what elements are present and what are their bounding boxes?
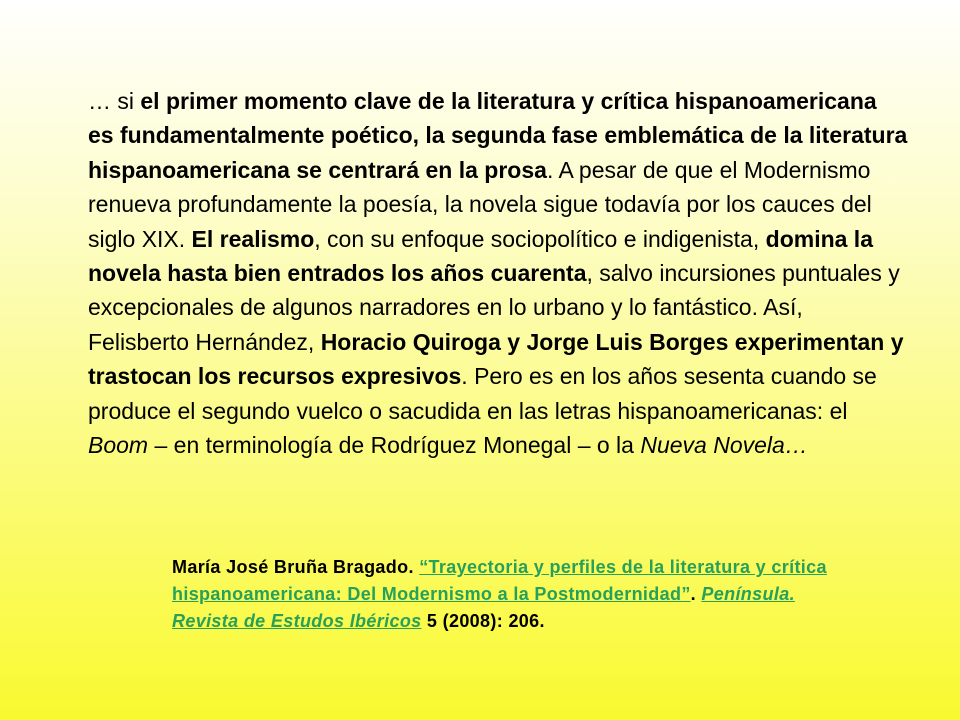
article-title-link[interactable]: “Trayectoria y perfiles de la literatura y crítica hispanoamericana: Del Modernismo a la Postmodernidad” [172,557,827,604]
quote-emphasis: el primer momento clave de la literatura y crítica hispanoamericana es fundamentalmente poético, la segunda fase emblemática de la literatura hispanoamericana se centrará en la prosa [88,88,908,183]
citation-separator: . [690,584,697,604]
quote-text: . A pesar de que el Modernismo renueva profundamente la poesía, la novela sigue todavía por los cauces del siglo XIX. [88,156,872,252]
citation [172,554,852,635]
quote-paragraph [88,84,908,462]
quote-emphasis: Horacio Quiroga y Jorge Luis Borges experimentan y trastocan los recursos expresivos [88,328,904,390]
quote-text: , con su enfoque sociopolítico e indigenista, [314,225,766,252]
citation-author: María José Bruña Bragado. [172,557,414,577]
quote-text: … si [88,88,141,114]
quote-italic: Nueva Novela… [640,432,808,459]
citation-details: 5 (2008): 206. [426,611,545,631]
quote-text: , salvo incursiones puntuales y excepcionales de algunos narradores en lo urbano y lo fantástico. Así, Felisberto Hernández, [88,260,900,355]
journal-link[interactable]: Península. Revista de Estudos Ibéricos [172,584,795,631]
quote-text: . Pero es en los años sesenta cuando se produce el segundo vuelco o sacudida en las letras hispanoamericanas: el [88,363,877,424]
quote-emphasis: El realismo [191,225,315,252]
quote-emphasis: domina la novela hasta bien entrados los años cuarenta [88,225,873,287]
quote-text: – en terminología de Rodríguez Monegal – o la [148,432,641,459]
quote-italic: Boom [88,432,149,459]
